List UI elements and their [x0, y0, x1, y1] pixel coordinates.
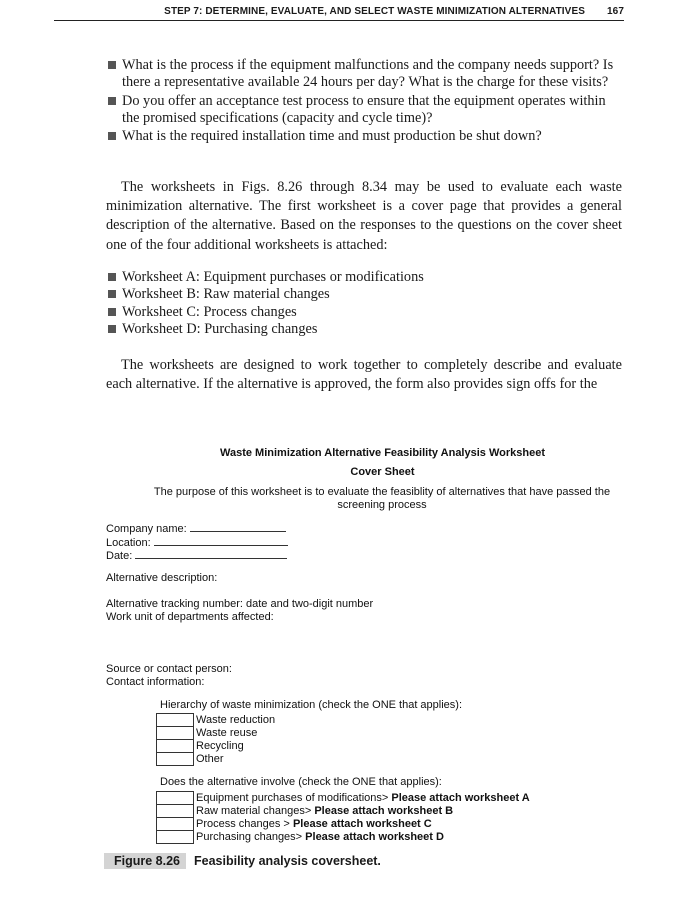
checkbox[interactable]	[157, 740, 193, 753]
date-blank	[135, 547, 287, 559]
figure-caption	[104, 853, 381, 869]
list-item: Do you offer an acceptance test process to ensure that the equipment operates within the promised specifications (capacity and cycle time)?	[106, 93, 622, 128]
involve-option: Process changes > Please attach worksheet C	[196, 818, 432, 830]
alternative-description-label: Alternative description:	[106, 572, 218, 584]
checkbox[interactable]	[157, 727, 193, 740]
worksheet-title: Waste Minimization Alternative Feasibility Analysis Worksheet	[220, 447, 545, 459]
worksheet-subtitle: Cover Sheet	[350, 466, 415, 478]
figure-label: Figure 8.26	[104, 853, 186, 869]
page-number: 167	[607, 6, 624, 17]
checkbox[interactable]	[157, 831, 193, 843]
body-paragraph: The worksheets are designed to work together to completely describe and evaluate each alternative. If the alternative is approved, the form also provides sign offs for the	[106, 357, 622, 393]
date-field: Date:	[106, 547, 287, 563]
checkbox[interactable]	[157, 805, 193, 818]
checkbox[interactable]	[157, 753, 193, 765]
hierarchy-option: Other	[196, 753, 224, 765]
checkbox[interactable]	[157, 818, 193, 831]
body-paragraph: The worksheets in Figs. 8.26 through 8.34 may be used to evaluate each waste minimization alternative. The first worksheet is a cover page that provides a general description of the alternative. Based on the responses to the questions on the cover sheet one of the four additional worksheets is attached:	[106, 179, 622, 253]
list-item: What is the process if the equipment malfunctions and the company needs support? Is there a representative available 24 hours per day? What is the charge for these visits?	[106, 57, 622, 92]
work-unit-label: Work unit of departments affected:	[106, 611, 274, 623]
company-field: Company name:	[106, 520, 286, 536]
list-item: Worksheet C: Process changes	[106, 304, 622, 321]
hierarchy-prompt: Hierarchy of waste minimization (check the ONE that applies):	[160, 699, 463, 711]
involve-option: Purchasing changes> Please attach worksheet D	[196, 831, 444, 843]
list-item: Worksheet A: Equipment purchases or modifications	[106, 269, 622, 286]
tracking-number-label: Alternative tracking number: date and two-digit number	[106, 598, 374, 610]
company-blank	[190, 520, 286, 532]
hierarchy-option: Recycling	[196, 740, 244, 752]
figure-caption-text: Feasibility analysis coversheet.	[194, 854, 381, 868]
list-item: Worksheet D: Purchasing changes	[106, 321, 622, 338]
location-field: Location:	[106, 534, 288, 550]
worksheet-purpose: The purpose of this worksheet is to evaluate the feasiblity of alternatives that have passed the screening process	[153, 486, 611, 511]
hierarchy-option: Waste reuse	[196, 727, 258, 739]
involve-checkboxes	[156, 791, 194, 844]
location-blank	[154, 534, 288, 546]
hierarchy-option: Waste reduction	[196, 714, 276, 726]
list-item: Worksheet B: Raw material changes	[106, 286, 622, 303]
involve-option: Raw material changes> Please attach worksheet B	[196, 805, 454, 817]
involve-option: Equipment purchases of modifications> Please attach worksheet A	[196, 792, 530, 804]
hierarchy-checkboxes	[156, 713, 194, 766]
contact-label: Contact information:	[106, 676, 205, 688]
list-item: What is the required installation time and must production be shut down?	[106, 128, 622, 145]
source-label: Source or contact person:	[106, 663, 232, 675]
running-title: STEP 7: DETERMINE, EVALUATE, AND SELECT WASTE MINIMIZATION ALTERNATIVES	[164, 6, 585, 17]
checkbox[interactable]	[157, 714, 193, 727]
involve-prompt: Does the alternative involve (check the ONE that applies):	[160, 776, 442, 788]
checkbox[interactable]	[157, 792, 193, 805]
